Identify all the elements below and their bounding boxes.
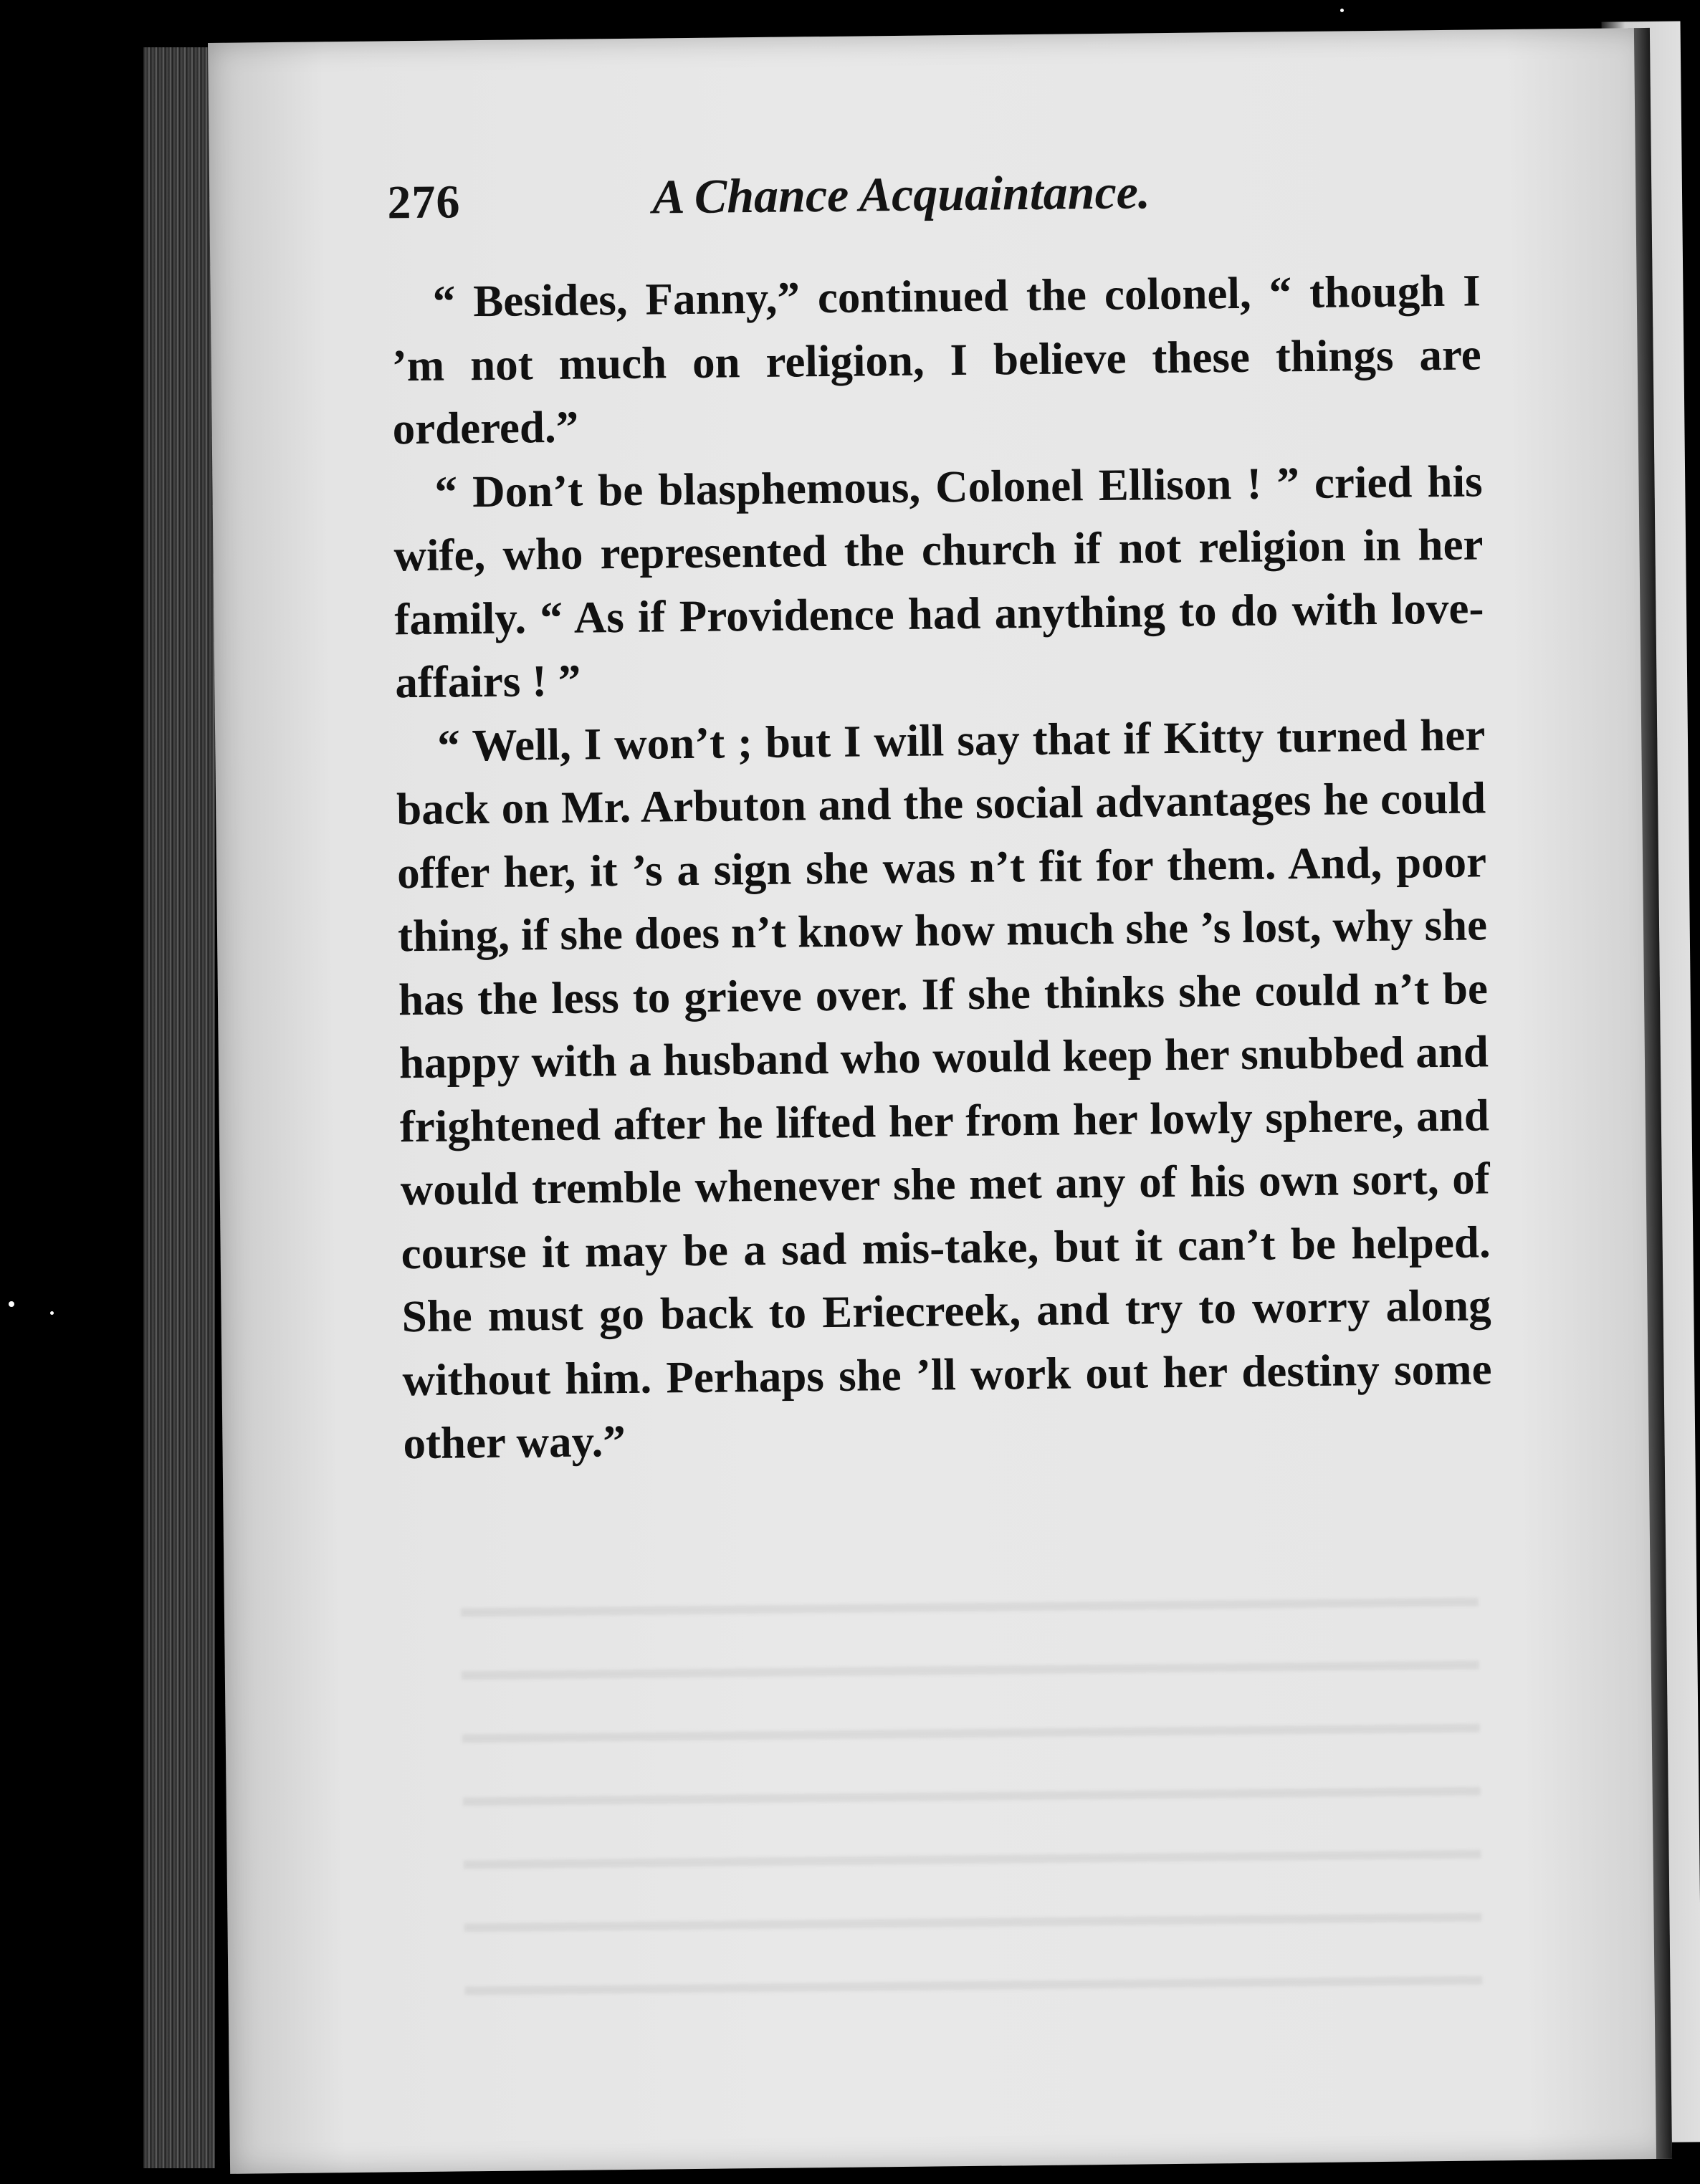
paragraph: “ Don’t be blasphemous, Colonel Ellison ! ” cried his wife, who represented the church if not religion in her family. “ As if Providence had anything to do with love-affairs ! ”	[393, 455, 1484, 708]
dust-speck	[50, 1311, 54, 1315]
page-edge-stack	[143, 47, 215, 2168]
page-header	[387, 166, 1377, 254]
reverse-side-show-through	[460, 1556, 1482, 1997]
dust-speck	[1340, 9, 1344, 12]
page-number: 276	[386, 176, 461, 229]
paragraph: “ Besides, Fanny,” continued the colonel, “ though I ’m not much on religion, I believe these things are ordered.”	[391, 265, 1482, 454]
body-text	[391, 259, 1493, 1475]
dust-speck	[9, 1301, 14, 1307]
paragraph: “ Well, I won’t ; but I will say that if Kitty turned her back on Mr. Arbuton and the social advantages he could offer her, it ’s a sign she was n’t fit for them. And, poor thing, if she does n’t know how much she ’s lost, why she has the less to grieve over. If she thinks she could n’t be happy with a husband who would keep her snubbed and frightened after he lifted her from her lowly sphere, and would tremble whenever she met any of his own sort, of course it may be a sad mis-take, but it can’t be helped. She must go back to Eriecreek, and try to worry along without him. Perhaps she ’ll work out her destiny some other way.”	[396, 709, 1492, 1469]
book-page	[208, 28, 1672, 2174]
running-title: A Chance Acquaintance.	[651, 164, 1151, 224]
